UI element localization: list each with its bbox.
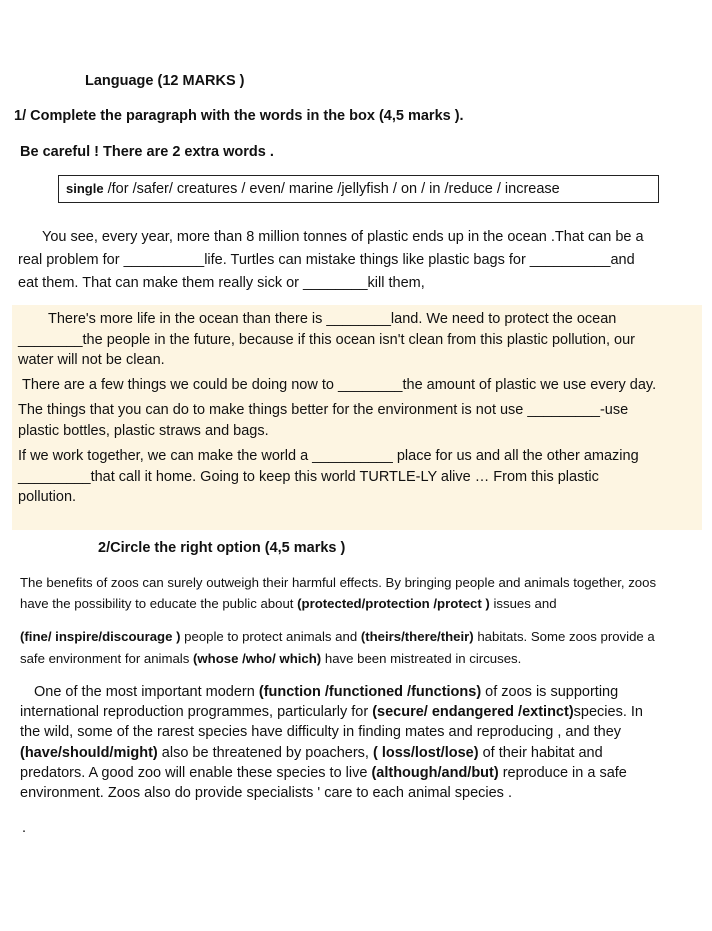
text-segment: eat them. That can make them really sick or ________kill them, <box>18 275 425 291</box>
text-segment: have been mistreated in circuses. <box>321 651 522 666</box>
text-segment: also be threatened by poachers, <box>157 745 373 761</box>
text-segment: people to protect animals and <box>180 629 361 644</box>
text-line <box>18 331 635 349</box>
text-line <box>18 401 628 419</box>
text-segment: You see, every year, more than 8 million tonnes of plastic ends up in the ocean .That can be a <box>42 229 644 245</box>
text-line <box>18 274 425 292</box>
text-segment: real problem for __________life. Turtles can mistake things like plastic bags for __________and <box>18 252 635 268</box>
text-segment: There's more life in the ocean than there is ________land. We need to protect the ocean <box>48 311 617 327</box>
text-segment: have the possibility to educate the public about <box>20 596 298 611</box>
text-line <box>20 595 557 613</box>
text-segment: species. In <box>573 704 643 720</box>
text-line <box>18 488 76 506</box>
word-box-words: /for /safer/ creatures / even/ marine /jellyfish / on / in /reduce / increase <box>103 181 560 197</box>
text-segment: international reproduction programmes, particularly for <box>20 704 373 720</box>
text-line <box>20 703 643 721</box>
text-line <box>42 228 644 246</box>
text-segment: pollution. <box>18 489 77 505</box>
text-line <box>34 683 618 701</box>
text-line <box>20 784 512 802</box>
answer-options: (whose /who/ which) <box>192 651 322 666</box>
text-line <box>20 723 621 741</box>
text-segment: One of the most important modern <box>34 684 259 700</box>
text-segment: environment. Zoos also do provide specialists ' care to each animal species . <box>20 785 512 801</box>
text-line <box>20 574 656 592</box>
text-segment: plastic bottles, plastic straws and bags. <box>18 423 269 439</box>
question-1-warning: Be careful ! There are 2 extra words . <box>20 144 274 160</box>
text-line <box>20 628 655 646</box>
text-segment: of their habitat and <box>478 745 603 761</box>
text-line <box>18 422 269 440</box>
section-title: Language (12 MARKS ) <box>85 73 245 89</box>
text-line <box>22 376 656 394</box>
text-segment: ________the people in the future, because if this ocean isn't clean from this plastic pollution, our <box>18 332 635 348</box>
text-segment: The benefits of zoos can surely outweigh their harmful effects. By bringing people and animals together, zoos <box>20 575 657 590</box>
word-box <box>58 175 659 203</box>
text-segment: _________that call it home. Going to keep this world TURTLE-LY alive … From this plastic <box>18 469 599 485</box>
text-segment: There are a few things we could be doing now to ________the amount of plastic we use every day. <box>22 377 657 393</box>
answer-options: (although/and/but) <box>371 765 499 781</box>
answer-options: (have/should/might) <box>20 745 158 761</box>
answer-options: (fine/ inspire/discourage ) <box>20 629 181 644</box>
answer-options: (function /functioned /functions) <box>258 684 482 700</box>
text-segment: reproduce in a safe <box>498 765 627 781</box>
answer-options: (protected/protection /protect ) <box>297 596 490 611</box>
text-line <box>18 468 599 486</box>
text-segment: The things that you can do to make things better for the environment is not use _________-use <box>18 402 629 418</box>
text-segment: the wild, some of the rarest species have difficulty in finding mates and reproducing , and they <box>20 724 622 740</box>
text-line <box>20 744 603 762</box>
trailing-dot: . <box>22 820 27 836</box>
text-segment: predators. A good zoo will enable these species to live <box>20 765 372 781</box>
question-1-heading: 1/ Complete the paragraph with the words in the box (4,5 marks ). <box>14 108 464 124</box>
text-segment: issues and <box>489 596 557 611</box>
text-segment: water will not be clean. <box>18 352 165 368</box>
answer-options: ( loss/lost/lose) <box>372 745 479 761</box>
answer-options: (secure/ endangered /extinct) <box>372 704 574 720</box>
text-segment: safe environment for animals <box>20 651 193 666</box>
text-line <box>48 310 616 328</box>
text-segment: habitats. Some zoos provide a <box>473 629 655 644</box>
answer-options: (theirs/there/their) <box>360 629 474 644</box>
text-line <box>20 650 521 668</box>
text-line <box>20 764 627 782</box>
text-segment: If we work together, we can make the world a __________ place for us and all the other amazing <box>18 448 639 464</box>
text-line <box>18 351 165 369</box>
question-2-heading: 2/Circle the right option (4,5 marks ) <box>98 540 346 556</box>
text-line <box>18 447 639 465</box>
word-box-first-word: single <box>66 181 104 196</box>
text-segment: of zoos is supporting <box>481 684 619 700</box>
text-line <box>18 251 635 269</box>
